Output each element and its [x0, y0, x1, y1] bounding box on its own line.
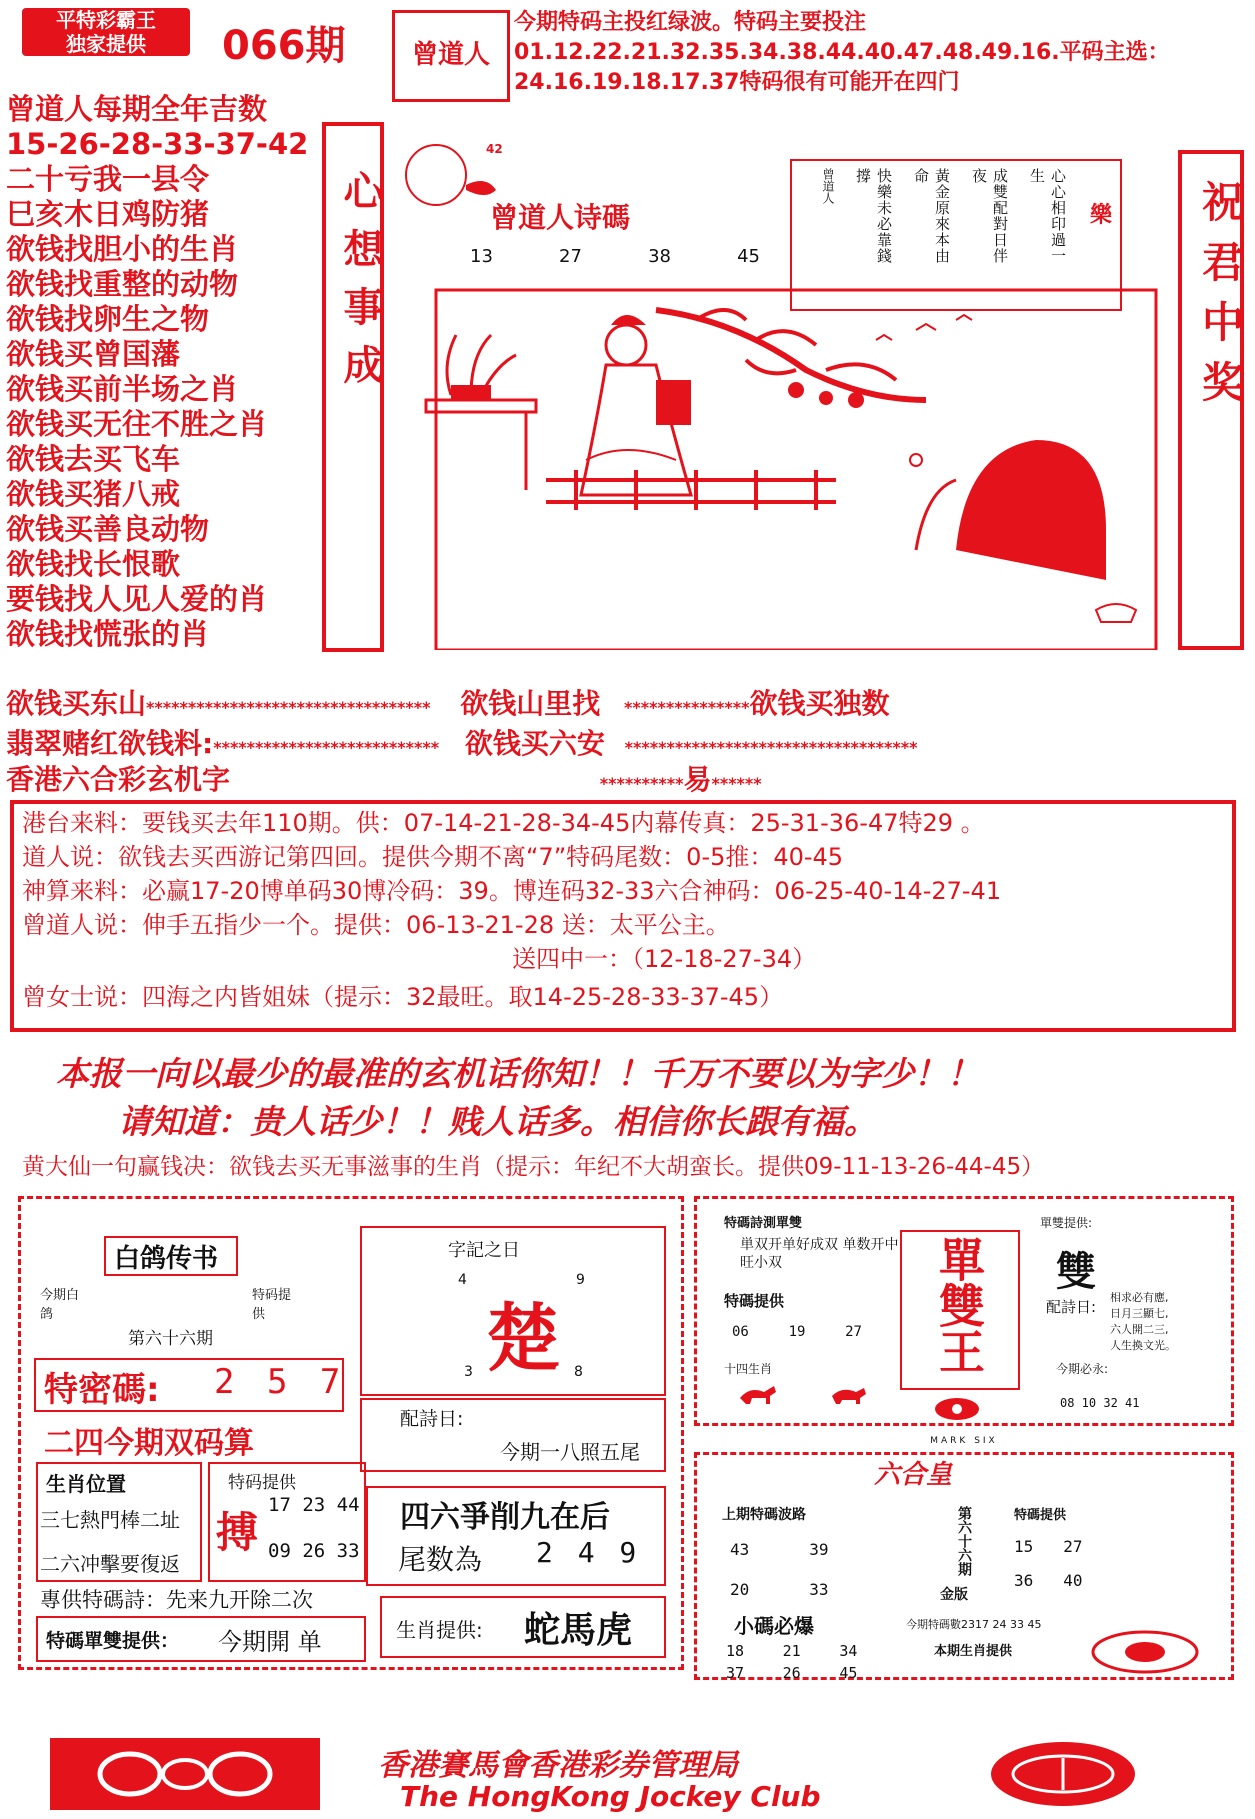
info-line-5: 送四中一：（12-18-27-34）	[512, 945, 817, 973]
clue-line: 二十亏我一县令	[6, 162, 210, 196]
special-poem: 專供特碼詩：先来九开除二次	[40, 1588, 313, 1612]
clue-line: 要钱找人见人爱的肖	[6, 582, 268, 616]
tm2-number: 15	[1014, 1537, 1034, 1556]
issue-number: 066期	[222, 23, 346, 69]
bo-char: 搏	[216, 1508, 259, 1557]
te-numbers: 2 5 7	[214, 1362, 347, 1402]
info-line-3: 神算来料：必赢17-20博单码30博冷码：39。博连码32-33六合神码：06-25-40-14-27-41	[22, 877, 1002, 905]
star-line-1-mid: 欲钱山里找	[460, 687, 601, 720]
bo-row-2: 09 26 33	[268, 1540, 360, 1562]
tm2-number: 36	[1014, 1571, 1034, 1590]
clue-line: 巳亥木日鸡防猪	[6, 197, 210, 231]
tail-numbers: 2 4 9	[536, 1536, 641, 1569]
picture-number: 13	[470, 246, 493, 267]
star-line-3-left: 香港六合彩玄机字	[6, 763, 231, 796]
xm-number: 18	[726, 1642, 745, 1660]
clue-line: 曾道人每期全年吉数	[6, 92, 268, 126]
star-line-2-left: 翡翠赌红欲钱料:	[6, 727, 214, 760]
xm-number: 21	[782, 1642, 801, 1660]
dx-char: 雙	[1056, 1249, 1096, 1295]
slogan-line-1: 本报一向以最少的最准的玄机话你知！！千万不要以为字少！！	[56, 1054, 980, 1093]
peishi-label: 配詩日:	[400, 1408, 464, 1430]
clue-line: 欲钱找慌张的肖	[6, 617, 210, 651]
xm-label: 小碼必爆	[734, 1614, 814, 1638]
clue-line: 欲钱找卵生之物	[6, 302, 210, 336]
info-line-2: 道人说：欲钱去买西游记第四回。提供今期不离“7”特码尾数：0-5推：40-45	[22, 843, 844, 871]
info-line-6: 曾女士说：四海之内皆姐妹（提示：32最旺。取14-25-28-33-37-45）	[22, 983, 784, 1011]
star-line-3-stars: **********	[599, 774, 684, 793]
clue-line: 欲钱买善良动物	[6, 512, 210, 546]
issue-label: 第六十六期	[128, 1329, 213, 1349]
clue-line: 欲钱买前半场之肖	[6, 372, 239, 406]
clue-line: 欲钱买无往不胜之肖	[6, 407, 268, 441]
horse-icon	[738, 1384, 778, 1404]
info-line-1: 港台来料：要钱买去年110期。供：07-14-21-28-34-45内幕传真：25-31-36-47特29 。	[22, 809, 985, 837]
star-line-1-left: 欲钱买东山	[6, 687, 147, 720]
brand-line-1: 平特彩霸王	[56, 8, 156, 32]
xm-number: 37	[726, 1664, 745, 1682]
phrase: 四六爭削九在后	[400, 1500, 610, 1535]
last-label: 上期特碼波路	[722, 1507, 806, 1523]
xiao-label: 十四生肖	[724, 1362, 773, 1376]
clue-line: 欲钱买猪八戒	[6, 477, 181, 511]
star-line-2	[6, 722, 918, 762]
side-right-label: 特码提供	[252, 1288, 292, 1322]
tm-number: 19	[788, 1324, 806, 1340]
mid-issue: 第六十六期	[956, 1506, 972, 1576]
pei-line: 日月三顯七,	[1110, 1307, 1169, 1320]
oval-emblem	[1090, 1630, 1200, 1674]
info-line-4: 曾道人说：伸手五指少一个。提供：06-13-21-28 送：太平公主。	[22, 911, 730, 939]
picture-inscription: 曾道人诗碼	[490, 201, 631, 234]
te-desc: 二四今期双码算	[44, 1426, 254, 1461]
xm-number: 45	[839, 1664, 858, 1682]
bq-label: 本期生肖提供	[934, 1644, 1013, 1659]
zodiac-line-2: 二六冲擊要復返	[40, 1552, 180, 1576]
star-line-3-stars2: ******	[711, 774, 762, 793]
mid-tag: 金版	[940, 1587, 968, 1603]
mark-six-strip: MARK SIX	[930, 1436, 998, 1446]
odd-value: 今期開 单	[218, 1628, 322, 1656]
star-line-1-stars: **********************************	[146, 698, 431, 717]
last-number: 43	[730, 1540, 750, 1559]
footer-en: The HongKong Jockey Club	[400, 1780, 821, 1813]
zodiac-line-1: 三七熱門棒二址	[40, 1508, 180, 1532]
huang-daxian-line: 黄大仙一句赢钱决：欲钱去买无事滋事的生肖（提示：年纪不大胡蛮长。提供09-11-13-26-44-45）	[22, 1154, 1045, 1180]
zi-char: 楚	[486, 1296, 560, 1382]
poem-block	[820, 168, 1069, 268]
flower-emblem	[932, 1396, 982, 1422]
pei-line: 相求必有應,	[1110, 1291, 1169, 1304]
note: 今期特碼數2317 24 33 45	[906, 1618, 1042, 1631]
info-box-content	[22, 806, 1001, 1014]
star-line-2-stars: ***************************	[213, 738, 440, 757]
star-line-3	[6, 758, 762, 798]
last-number: 33	[809, 1580, 829, 1599]
tm-number: 27	[845, 1324, 862, 1340]
poem-line: 快樂未必靠錢撐	[854, 168, 893, 264]
zi-number: 3	[464, 1364, 473, 1380]
tm-number: 06	[732, 1324, 749, 1340]
jq-numbers: 08 10 32 41	[1060, 1396, 1140, 1410]
brand-line-2: 独家提供	[66, 32, 146, 56]
bo-label: 特码提供	[228, 1473, 296, 1493]
white-dove-title: 白鸽传书	[114, 1244, 219, 1274]
picture-top-number: 42	[486, 142, 503, 156]
right-scroll-text: 祝君中奖	[1196, 180, 1245, 420]
star-line-2-stars2: ***********************************	[624, 738, 918, 757]
zodiac-title: 生肖位置	[46, 1472, 126, 1496]
tm-label: 特碼提供	[724, 1292, 785, 1310]
dx-label: 單雙提供:	[1040, 1216, 1093, 1230]
slogan-line-2: 请知道：贵人话少！！贱人话多。相信你长跟有福。	[118, 1102, 877, 1141]
star-line-1-right: 欲钱买独数	[749, 687, 890, 720]
picture-number: 45	[737, 246, 760, 267]
top-title: 特碼詩測單雙	[724, 1216, 803, 1231]
poem-line: 心心相印過一生	[1028, 168, 1067, 264]
picture-number: 27	[559, 246, 582, 267]
pei-label: 配詩日:	[1046, 1298, 1097, 1316]
poem-line: 黃金原來本由命	[912, 168, 951, 264]
jq-label: 今期必永:	[1056, 1362, 1109, 1376]
tm2-label: 特碼提供	[1014, 1508, 1067, 1523]
last-numbers	[730, 1530, 870, 1610]
xm-numbers	[726, 1640, 896, 1684]
top-text: 単双开单好成双 单数开中旺小双	[740, 1237, 899, 1271]
tm-numbers	[732, 1324, 862, 1340]
clue-line: 15-26-28-33-37-42	[6, 127, 309, 161]
clue-line: 欲钱找胆小的生肖	[6, 232, 239, 266]
sx-value: 蛇馬虎	[524, 1610, 633, 1651]
poem-signature: 曾道人	[821, 168, 835, 204]
clue-line: 欲钱去买飞车	[6, 442, 181, 476]
clue-line: 欲钱找重整的动物	[6, 267, 239, 301]
picture-numbers	[470, 246, 760, 267]
xm-number: 26	[782, 1664, 801, 1682]
peishi-value: 今期一八照五尾	[500, 1440, 640, 1464]
clue-line: 欲钱买曾国藩	[6, 337, 181, 371]
star-line-1	[6, 682, 890, 722]
side-left-label: 今期白鸽	[40, 1288, 80, 1322]
star-line-3-mid: 易	[683, 763, 712, 796]
last-number: 39	[809, 1540, 829, 1559]
picture-number: 38	[648, 246, 671, 267]
tm2-numbers	[1014, 1530, 1104, 1598]
zi-number: 9	[576, 1272, 585, 1288]
sx-label: 生肖提供:	[396, 1618, 483, 1642]
seal-stamp	[392, 10, 510, 102]
footer-logo-left	[50, 1738, 320, 1810]
star-line-1-stars2: ***************	[624, 698, 750, 717]
left-scroll-text: 心想事成	[337, 170, 383, 402]
te-label: 特密碼:	[44, 1370, 160, 1410]
tail-label: 尾数為	[398, 1543, 483, 1576]
brand-logo	[22, 8, 190, 56]
big-chars: 單雙王	[932, 1236, 986, 1374]
poem-header: 樂	[1090, 203, 1113, 228]
poem-line: 成雙配對日伴夜	[970, 168, 1009, 264]
star-line-2-mid: 欲钱买六安	[464, 727, 605, 760]
ox-icon	[828, 1384, 868, 1404]
tm2-number: 40	[1063, 1571, 1083, 1590]
pei-lines	[1110, 1290, 1176, 1354]
footer-logo-right	[988, 1740, 1138, 1808]
header-notice: 今期特码主投红绿波。特码主要投注01.12.22.21.32.35.34.38.44.40.47.48.49.16.平码主选：24.16.19.18.17.37特码很有可能开在四门	[514, 10, 1170, 95]
odd-label: 特碼單雙提供：	[46, 1630, 180, 1652]
zi-title: 字記之日	[448, 1240, 520, 1261]
bo-row-1: 17 23 44	[268, 1494, 360, 1516]
tm2-number: 27	[1063, 1537, 1083, 1556]
zi-number: 8	[574, 1364, 583, 1380]
clue-line: 欲钱找长恨歌	[6, 547, 181, 581]
zi-number: 4	[458, 1272, 467, 1288]
lhh-title: 六合皇	[874, 1460, 953, 1490]
pei-line: 人生換文光。	[1110, 1339, 1176, 1352]
footer-cn: 香港賽馬會香港彩券管理局	[378, 1748, 738, 1783]
last-number: 20	[730, 1580, 750, 1599]
seal-text: 曾道人	[411, 40, 490, 70]
xm-number: 34	[839, 1642, 858, 1660]
left-clue-column	[6, 92, 308, 652]
pei-line: 六人開二三,	[1110, 1323, 1169, 1336]
